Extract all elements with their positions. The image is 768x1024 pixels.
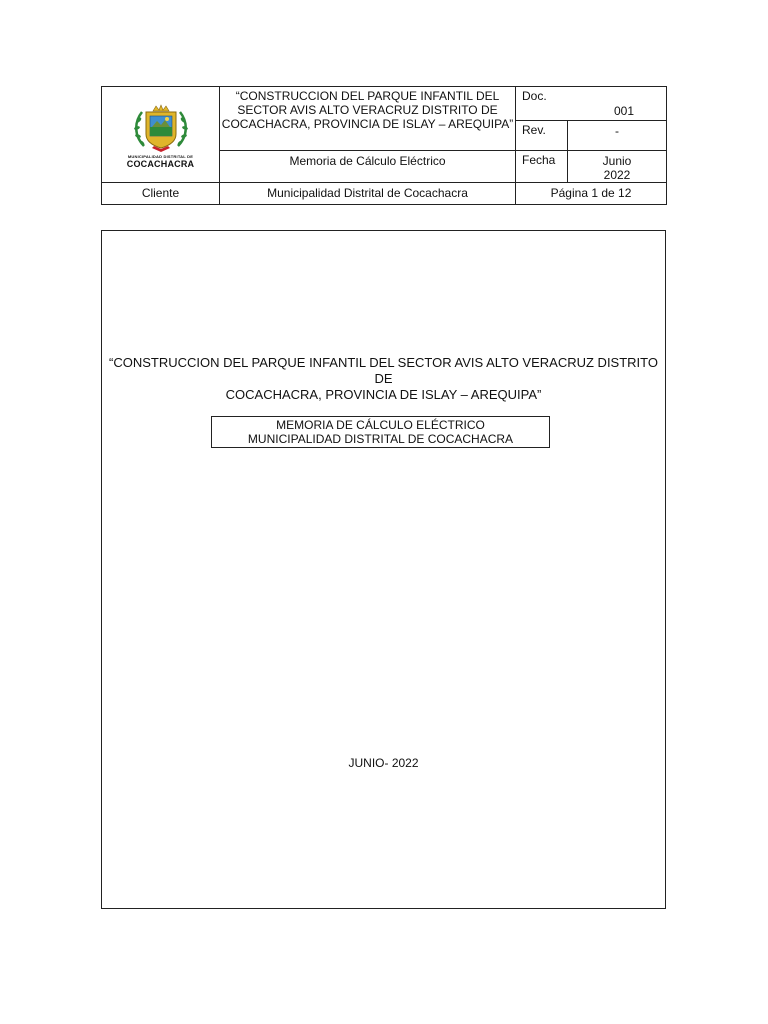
doc-label: Doc. (522, 89, 547, 103)
logo-caption-name: COCACHACRA (126, 159, 195, 169)
date-label-cell (516, 151, 568, 183)
cover-subject-box (211, 416, 550, 448)
client-value: Municipalidad Distrital de Cocachacra (267, 186, 468, 200)
rev-label: Rev. (522, 123, 546, 137)
cover-title-line-2: COCACHACRA, PROVINCIA DE ISLAY – AREQUIPA” (225, 387, 542, 402)
page-info: Página 1 de 12 (550, 186, 632, 200)
cover-title-line-1: “CONSTRUCCION DEL PARQUE INFANTIL DEL SECTOR AVIS ALTO VERACRUZ DISTRITO DE (109, 355, 658, 386)
logo-cell (102, 87, 220, 183)
municipality-logo (102, 100, 219, 169)
cover-title (102, 355, 665, 403)
rev-value-cell (568, 121, 667, 151)
project-title: “CONSTRUCCION DEL PARQUE INFANTIL DEL SECTOR AVIS ALTO VERACRUZ DISTRITO DE COCACHACRA, PROVINCIA DE ISLAY – AREQUIPA” (221, 89, 514, 131)
document-header-table (101, 86, 667, 205)
date-label: Fecha (522, 153, 556, 167)
cover-date: JUNIO- 2022 (348, 756, 419, 770)
client-value-cell (220, 183, 516, 205)
cover-subject-line-1: MEMORIA DE CÁLCULO ELÉCTRICO (276, 418, 485, 432)
rev-label-cell (516, 121, 568, 151)
client-label: Cliente (141, 186, 180, 200)
date-value-cell (568, 151, 667, 183)
municipality-emblem-icon (128, 104, 194, 154)
date-year: 2022 (603, 168, 631, 182)
page-info-cell (516, 183, 667, 205)
date-month: Junio (602, 154, 632, 168)
logo-caption-small: MUNICIPALIDAD DISTRITAL DE (127, 154, 194, 159)
client-label-cell (102, 183, 220, 205)
doc-cell (516, 87, 667, 121)
rev-value: - (615, 124, 619, 138)
cover-page-frame (101, 230, 666, 909)
doc-number: 001 (613, 104, 635, 118)
subject-text: Memoria de Cálculo Eléctrico (289, 154, 446, 168)
project-title-cell (220, 87, 516, 151)
cover-subject-line-2: MUNICIPALIDAD DISTRITAL DE COCACHACRA (247, 432, 514, 446)
subject-cell (220, 151, 516, 183)
